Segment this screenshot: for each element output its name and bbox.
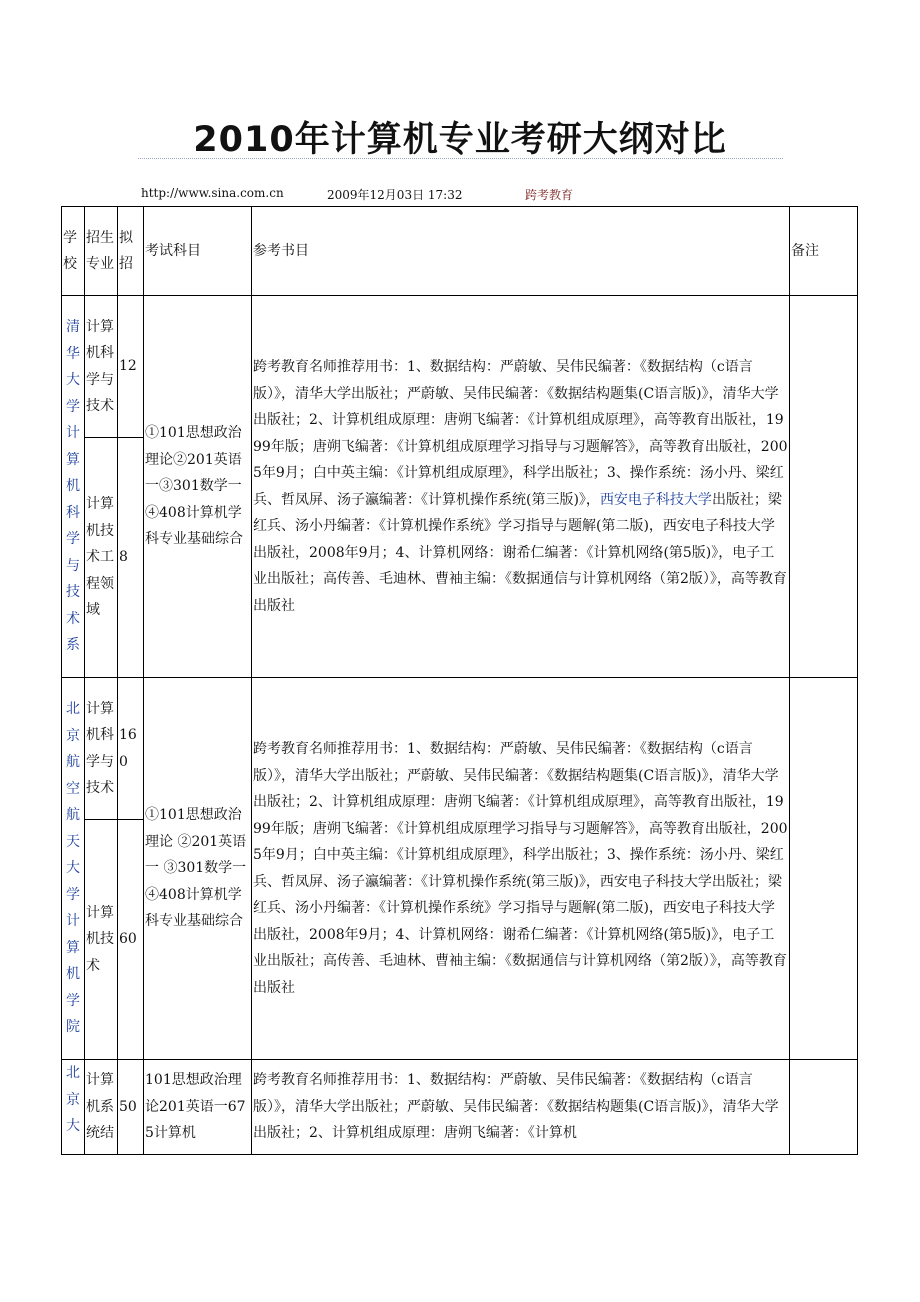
books-text: 跨考教育名师推荐用书：1、数据结构：严蔚敏、吴伟民编著：《数据结构（c语言版）》，清华大学出版社；严蔚敏、吴伟民编著：《数据结构题集(C语言版)》，清华大学出版社；2、计算机组成原理：唐朔飞编著：《计算机组成原理》，高等教育出版社，1999年版；唐朔飞编著：《计算机组成原理学习指导与习题解答》，高等教育出版社，2005年9月；白中英主编：《计算机组成原理》，科学出版社；3、操作系统：汤小丹、梁红兵、哲凤屏、汤子瀛编著：《计算机操作系统(第三版)》， bbox=[253, 359, 788, 508]
major-cell: 计算机技术 bbox=[85, 820, 118, 1060]
table-row bbox=[62, 296, 858, 438]
header-quota: 拟招 bbox=[118, 207, 144, 296]
source-url-link[interactable]: http://www.sina.com.cn bbox=[141, 186, 284, 200]
page-title: 2010年计算机专业考研大纲对比 bbox=[193, 120, 727, 160]
publish-datetime: 2009年12月03日 17:32 bbox=[327, 188, 463, 202]
books-cell: 跨考教育名师推荐用书：1、数据结构：严蔚敏、吴伟民编著：《数据结构（c语言版）》，清华大学出版社；严蔚敏、吴伟民编著：《数据结构题集(C语言版)》，清华大学出版社；2、计算机组成原理：唐朔飞编著：《计算机 bbox=[252, 1060, 790, 1155]
remarks-cell bbox=[790, 296, 858, 678]
quota-cell: 12 bbox=[118, 296, 144, 438]
remarks-cell bbox=[790, 1060, 858, 1155]
quota-cell: 50 bbox=[118, 1060, 144, 1155]
quota-cell: 8 bbox=[118, 438, 144, 678]
school-link[interactable]: 清华大学计算机科学与技术系 bbox=[62, 296, 85, 678]
exams-cell: ①101思想政治理论②201英语一③301数学一④408计算机学科专业基础综合 bbox=[144, 296, 252, 678]
books-link[interactable]: 西安电子科技大学 bbox=[599, 491, 712, 508]
school-link[interactable]: 北京航空航天大学计算机学院 bbox=[62, 678, 85, 1060]
major-cell: 计算机系统结 bbox=[85, 1060, 118, 1155]
major-cell: 计算机科学与技术 bbox=[85, 678, 118, 820]
major-cell: 计算机科学与技术 bbox=[85, 296, 118, 438]
table-row bbox=[62, 678, 858, 820]
exams-cell: ①101思想政治理论 ②201英语一 ③301数学一 ④408计算机学科专业基础综合 bbox=[144, 678, 252, 1060]
source-link[interactable]: 跨考教育 bbox=[525, 188, 574, 202]
table-row bbox=[62, 1060, 858, 1155]
books-cell bbox=[252, 296, 790, 678]
quota-cell: 60 bbox=[118, 820, 144, 1060]
header-exams: 考试科目 bbox=[144, 207, 252, 296]
header-remarks: 备注 bbox=[790, 207, 858, 296]
quota-cell: 160 bbox=[118, 678, 144, 820]
header-major: 招生专业 bbox=[85, 207, 118, 296]
title-divider bbox=[138, 158, 783, 159]
books-cell: 跨考教育名师推荐用书：1、数据结构：严蔚敏、吴伟民编著：《数据结构（c语言版）》，清华大学出版社；严蔚敏、吴伟民编著：《数据结构题集(C语言版)》，清华大学出版社；2、计算机组成原理：唐朔飞编著：《计算机组成原理》，高等教育出版社，1999年版；唐朔飞编著：《计算机组成原理学习指导与习题解答》，高等教育出版社，2005年9月；白中英主编：《计算机组成原理》，科学出版社；3、操作系统：汤小丹、梁红兵、哲凤屏、汤子瀛编著：《计算机操作系统(第三版)》，西安电子科技大学出版社；梁红兵、汤小丹编著：《计算机操作系统》学习指导与题解(第二版)，西安电子科技大学出版社，2008年9月；4、计算机网络：谢希仁编著：《计算机网络(第5版)》，电子工业出版社；高传善、毛迪林、曹袖主编：《数据通信与计算机网络（第2版）》，高等教育出版社 bbox=[252, 678, 790, 1060]
remarks-cell bbox=[790, 678, 858, 1060]
header-row bbox=[62, 207, 858, 296]
major-cell: 计算机技术工程领域 bbox=[85, 438, 118, 678]
exams-cell: 101思想政治理论201英语一675计算机 bbox=[144, 1060, 252, 1155]
header-school: 学校 bbox=[62, 207, 85, 296]
books-text: 出版社；梁红兵、汤小丹编著：《计算机操作系统》学习指导与题解(第二版)，西安电子科技大学出版社，2008年9月；4、计算机网络：谢希仁编著：《计算机网络(第5版)》，电子工业出版社；高传善、毛迪林、曹袖主编：《数据通信与计算机网络（第2版）》，高等教育出版社 bbox=[253, 491, 787, 614]
header-books: 参考书目 bbox=[252, 207, 790, 296]
school-link[interactable]: 北京大 bbox=[62, 1060, 85, 1155]
syllabus-table bbox=[61, 206, 858, 1155]
